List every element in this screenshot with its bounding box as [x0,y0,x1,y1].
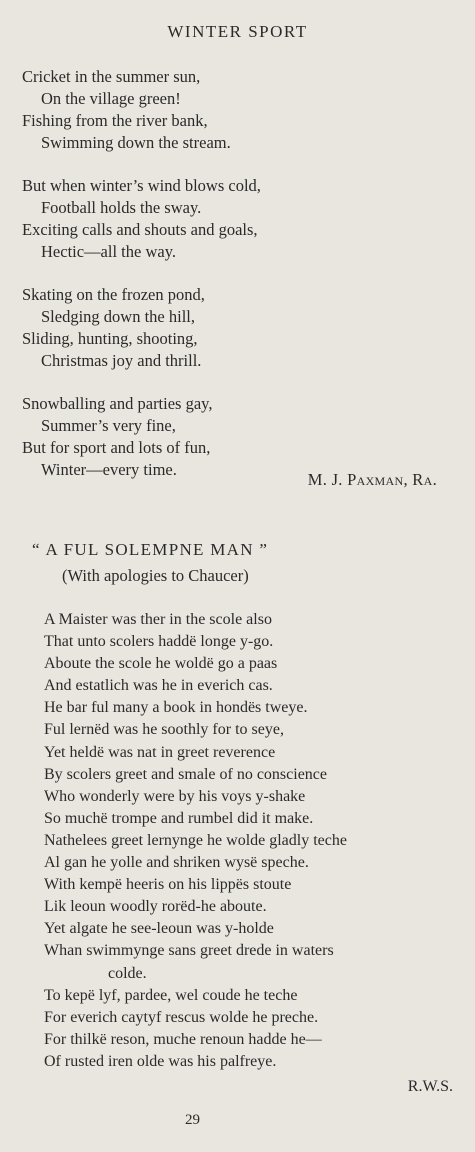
poem-line: Christmas joy and thrill. [41,351,202,370]
author-signature-rws: R.W.S. [407,1078,453,1095]
poem-ful-solempne-man [44,609,464,1073]
poem-line: Hectic—all the way. [41,242,176,261]
poem-line: Exciting calls and shouts and goals, [22,220,258,239]
poem-line: Swimming down the stream. [41,133,231,152]
poem-line: Nathelees greet lernynge he wolde gladly teche [44,831,347,849]
poem-line: Al gan he yolle and shriken wysë speche. [44,854,309,872]
poem-line: Sliding, hunting, shooting, [22,329,198,348]
poem-line: Summer’s very fine, [41,416,176,435]
poem-title-winter-sport: WINTER SPORT [167,22,308,41]
poem-line: Who wonderly were by his voys y-shake [44,787,306,805]
poem-line: By scolers greet and smale of no conscience [44,765,328,783]
poem-line: But when winter’s wind blows cold, [22,176,261,195]
poem-line: A Maister was ther in the scole also [44,611,272,628]
poem-line-continuation: colde. [108,964,147,982]
poem-subtitle: (With apologies to Chaucer) [62,566,249,585]
poem-line: With kempë heeris on his lippës stoute [44,876,292,894]
poem-winter-sport [22,66,462,502]
poem-title-ful-solempne-man: “ A FUL SOLEMPNE MAN ” [32,540,269,559]
stanza-4 [22,393,462,481]
poem-line: So muchë trompe and rumbel did it make. [44,809,314,827]
poem-line: Yet heldë was nat in greet reverence [44,743,276,761]
poem-line: Sledging down the hill, [41,307,195,326]
poem-line: Skating on the frozen pond, [22,285,205,304]
poem-line: For everich caytyf rescus wolde he preche. [44,1008,319,1026]
poem-line: Lik leoun woodly rorëd-he aboute. [44,898,267,916]
poem-line: That unto scolers haddë longe y-go. [44,633,274,651]
poem-line: Cricket in the summer sun, [22,67,201,86]
poem-line: Ful lernëd was he soothly for to seye, [44,721,284,739]
poem-line: Yet algate he see-leoun was y-holde [44,920,274,938]
poem-line: But for sport and lots of fun, [22,438,211,457]
poem-line: And estatlich was he in everich cas. [44,677,273,695]
stanza-2 [22,175,462,263]
poem-line: Fishing from the river bank, [22,111,208,130]
stanza-3 [22,284,462,372]
poem-line: Snowballing and parties gay, [22,394,213,413]
poem-line: Football holds the sway. [41,198,202,217]
poem-line: Whan swimmynge sans greet drede in waters [44,942,334,960]
poem-line: He bar ful many a book in hondës tweye. [44,699,308,717]
poem-line: Aboute the scole he woldë go a paas [44,655,278,673]
poem-line: On the village green! [41,89,181,108]
poem-line: Winter—every time. [41,460,177,479]
author-signature-paxman: M. J. Paxman, Ra. [307,470,437,489]
poem-line: For thilkë reson, muche renoun hadde he— [44,1030,322,1048]
poem-line: Of rusted iren olde was his palfreye. [44,1052,277,1070]
poem-line: To kepë lyf, pardee, wel coude he teche [44,986,298,1004]
page-number: 29 [185,1112,200,1128]
stanza-1 [22,66,462,154]
